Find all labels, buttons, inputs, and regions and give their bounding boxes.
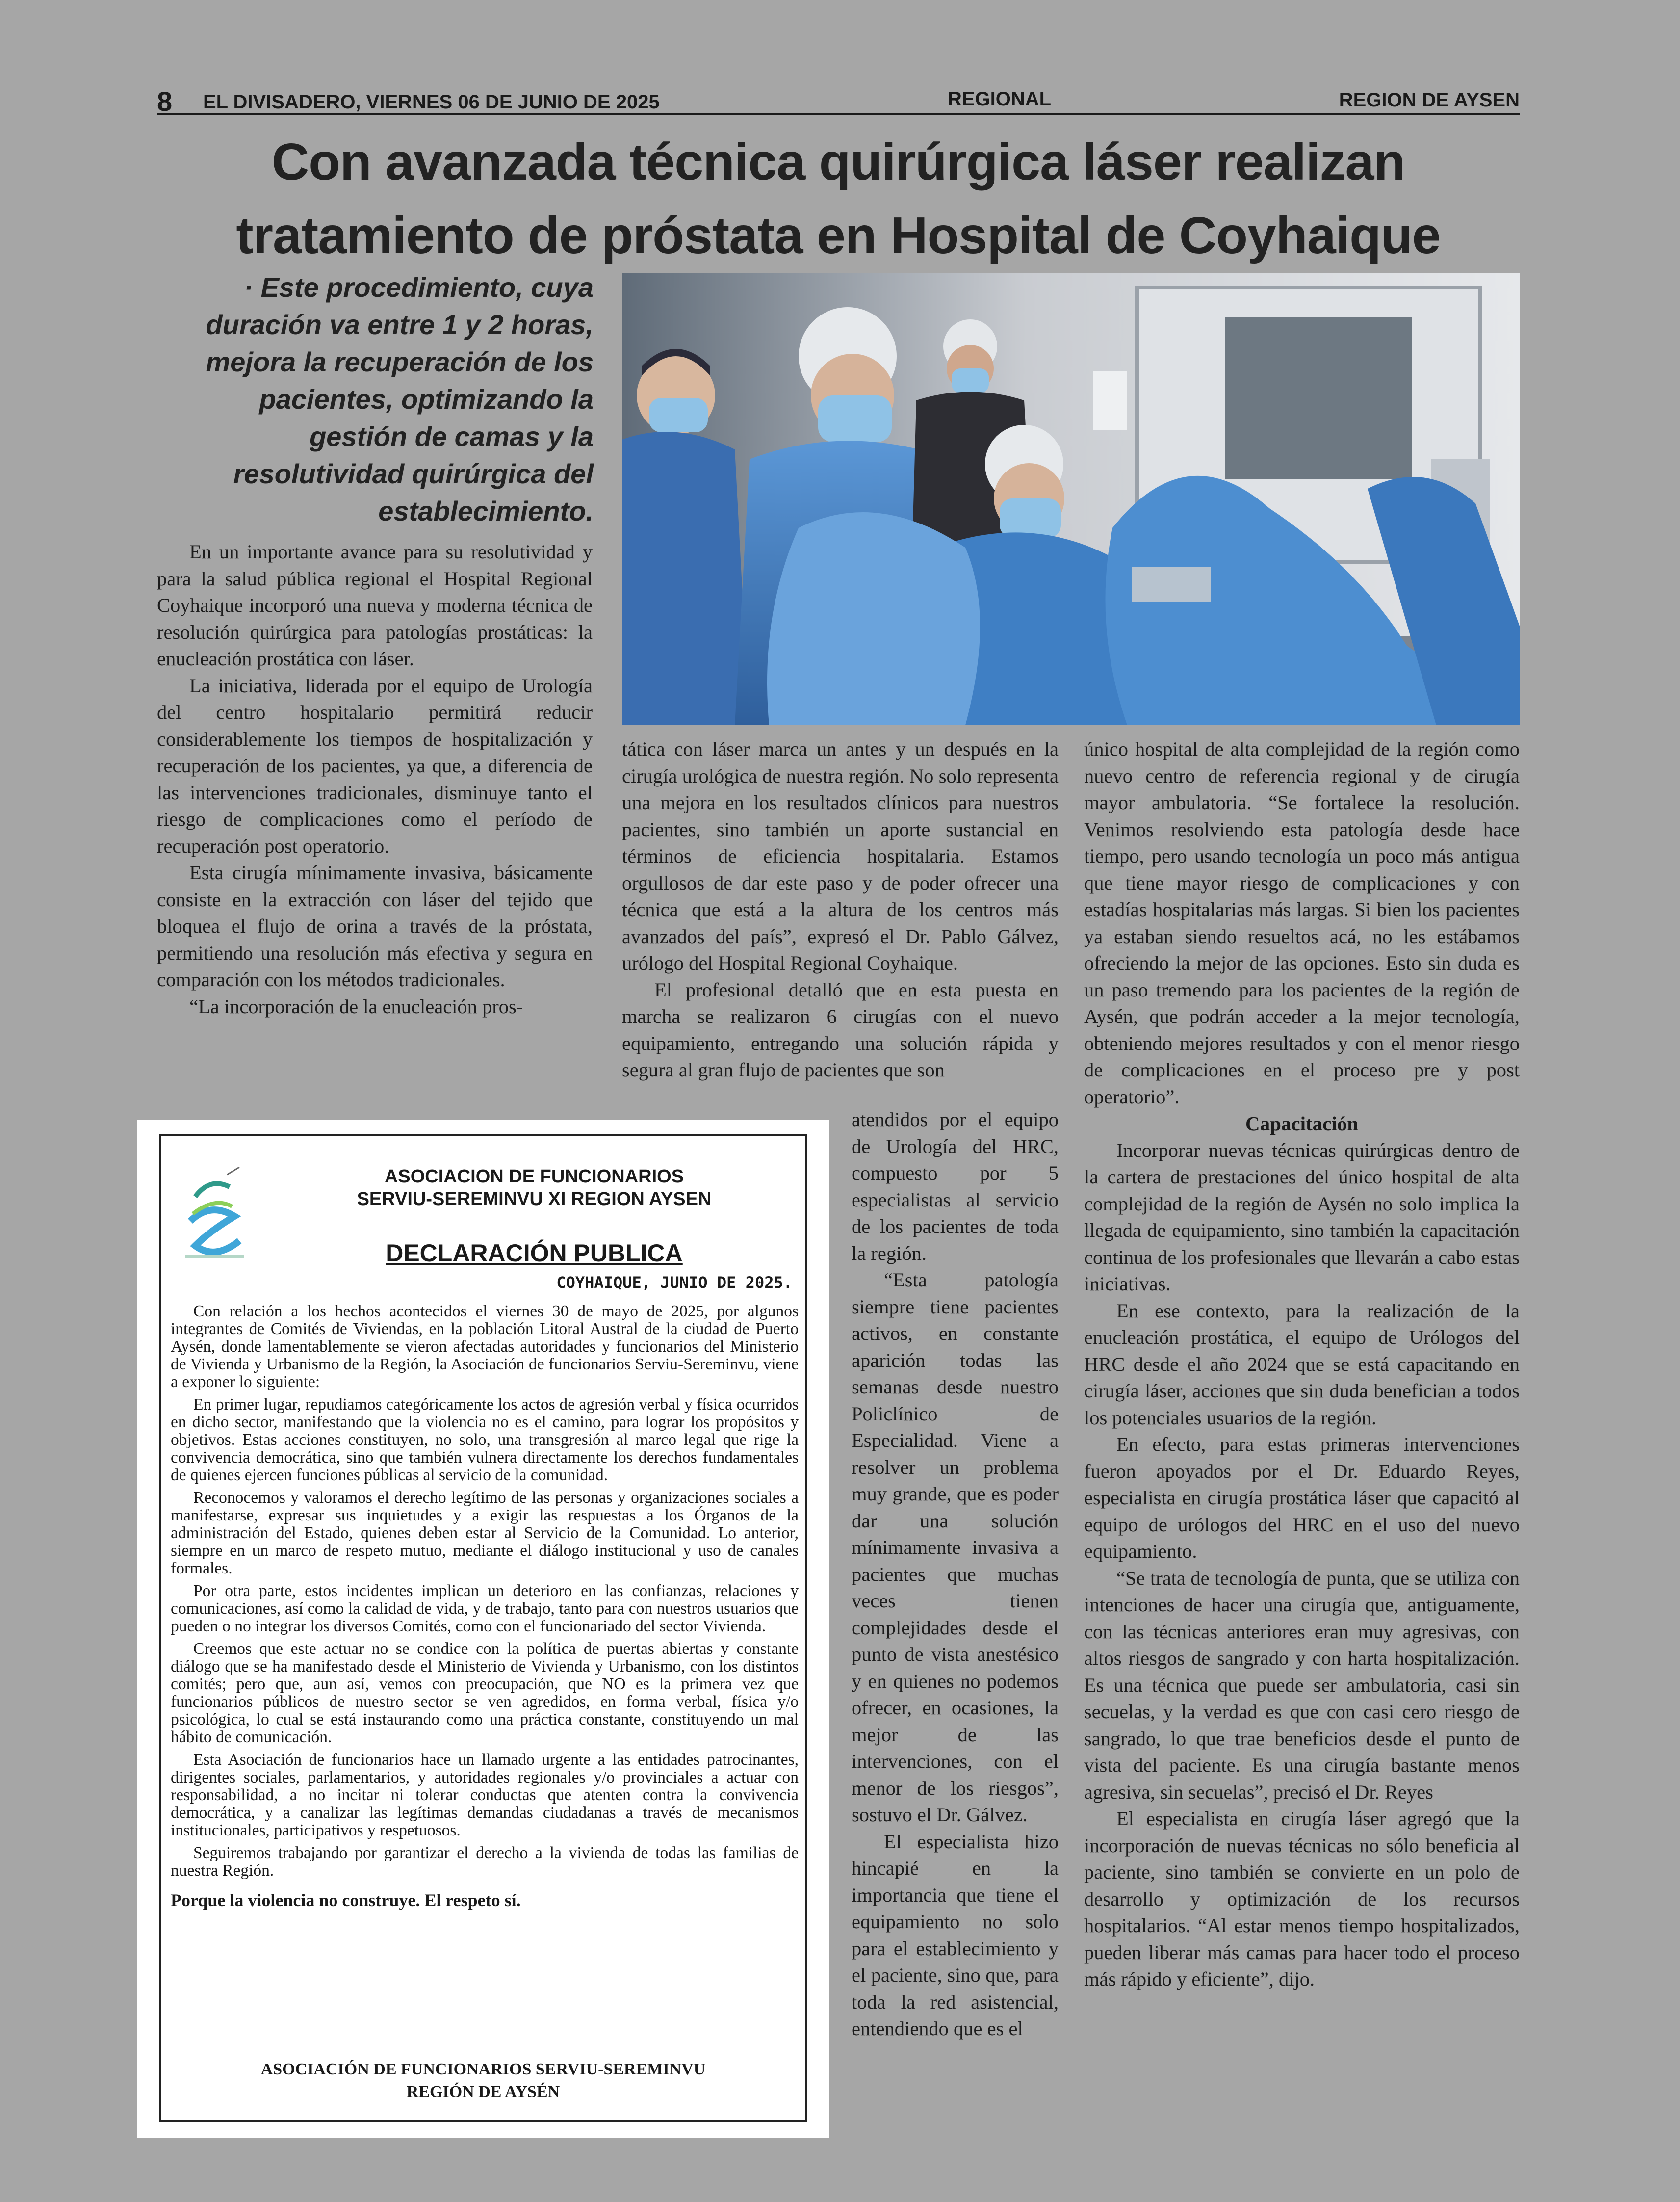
association-title-line-1: ASOCIACION DE FUNCIONARIOS <box>384 1166 684 1187</box>
page-header <box>157 84 1520 115</box>
col3-paragraph: único hospital de alta complejidad de la región como nuevo centro de referencia regional y de cirugía mayor ambulatoria. “Se fortalece la resolución. Venimos resolviendo esta patología desde hace tiempo, pero usando tecnología un poco más antigua que tiene mayor riesgo de complicaciones y con estadías hospitalarias más largas. Si bien los pacientes ya estaban siendo resueltos acá, no les estábamos ofreciendo la mejor de las opciones. Esto sin duda es un paso tremendo para los pacientes de la región de Aysén, que podrán acceder a la mejor tecnología, obteniendo mejores resultados y con el menor riesgo de complicaciones en el proceso pre y post operatorio”. <box>1084 738 1520 1108</box>
publication-date: EL DIVISADERO, VIERNES 06 DE JUNIO DE 2025 <box>203 91 660 113</box>
col2-paragraph: tática con láser marca un antes y un después en la cirugía urológica de nuestra región. No solo representa una mejora en los resultados clínicos para nuestros pacientes, sino también un aporte sustancial en términos de eficiencia hospitalaria. Estamos orgullosos de dar este paso y de poder ofrecer una técnica que está a la altura de los centros más avanzados del país”, expresó el Dr. Pablo Gálvez, urólogo del Hospital Regional Coyhaique. <box>622 738 1059 974</box>
signature-line-1: ASOCIACIÓN DE FUNCIONARIOS SERVIU-SEREMINVU <box>260 2060 706 2078</box>
article-column-3 <box>1084 736 1520 1993</box>
headline-line-1: Con avanzada técnica quirúrgica láser realizan <box>271 133 1405 191</box>
declaration-signature <box>161 2058 805 2103</box>
declaration-date: COYHAIQUE, JUNIO DE 2025. <box>556 1273 793 1292</box>
region-label: REGION DE AYSEN <box>1339 89 1520 111</box>
article-column-2-narrow <box>852 1106 1059 2043</box>
association-title-line-2: SERVIU-SEREMINVU XI REGION AYSEN <box>357 1189 712 1209</box>
col1-paragraph: La iniciativa, liderada por el equipo de Urología del centro hospitalario permitirá reducir considerablemente los tiempos de hospitalización y recuperación de los pacientes, ya que, a diferencia de las intervenciones tradicionales, disminuye tanto el riesgo de complicaciones como el período de recuperación post operatorio. <box>157 674 593 857</box>
article-column-1 <box>157 539 593 1020</box>
declaration-paragraph: Con relación a los hechos acontecidos el viernes 30 de mayo de 2025, por algunos integrantes de Comités de Viviendas, en la población Litoral Austral de la ciudad de Puerto Aysén, donde lamentablemente se vieron afectadas autoridades y funcionarios del Ministerio de Vivienda y Urbanismo de la Región, la Asociación de funcionarios Serviu-Sereminvu, viene a exponer lo siguiente: <box>171 1302 799 1391</box>
declaration-paragraph: Esta Asociación de funcionarios hace un llamado urgente a las entidades patrocinantes, dirigentes sociales, parlamentarios, y autoridades regionales y/o provinciales a actuar con responsabilidad, a no incitar ni tolerar conductas que atenten contra la convivencia democrática, y a canalizar las legítimas demandas ciudadanas a través de mecanismos institucionales, participativos y respetuosos. <box>171 1751 799 1839</box>
declaration-paragraph: Creemos que este actuar no se condice con la política de puertas abiertas y constante diálogo que se ha manifestado desde el Ministerio de Vivienda y Urbanismo, con los distintos comités; pero que, aun así, vemos con preocupación, que NO es la primera vez que funcionarios públicos de nuestro sector se ven agredidos, en forma verbal, física y/o psicológica, lo cual se está instaurando como una práctica constante, constituyendo un mal hábito de comunicación. <box>171 1640 799 1746</box>
article-headline <box>157 125 1520 272</box>
headline-line-2: tratamiento de próstata en Hospital de Coyhaique <box>236 207 1441 264</box>
col2-paragraph: El profesional detalló que en esta puesta en marcha se realizaron 6 cirugías con el nuevo equipamiento, entregando una solución rápida y segura al gran flujo de pacientes que son <box>622 978 1059 1081</box>
declaration-paragraph: Reconocemos y valoramos el derecho legítimo de las personas y organizaciones sociales a manifestarse, expresar sus inquietudes y a exigir las respuestas a los Órganos de la administración del Estado, quienes deben estar al Servicio de la Comunidad. Lo anterior, siempre en un marco de respeto mutuo, mediante el diálogo institucional y uso de canales formales. <box>171 1489 799 1577</box>
declaration-motto: Porque la violencia no construye. El respeto sí. <box>171 1890 521 1910</box>
declaration-paragraph: Por otra parte, estos incidentes implican un deterioro en las confianzas, relaciones y comunicaciones, así como la calidad de vida, y de trabajo, tanto para con nuestros usuarios que pueden o no integrar los diversos Comités, como con el funcionariado del sector Vivienda. <box>171 1582 799 1635</box>
col2b-paragraph: El especialista hizo hincapié en la importancia que tiene el equipamiento no solo para el establecimiento y el paciente, sino que, para toda la red asistencial, entendiendo que es el <box>852 1830 1059 2040</box>
col3-paragraph: Incorporar nuevas técnicas quirúrgicas dentro de la cartera de prestaciones del único hospital de alta complejidad de la región de Aysén no solo implica la llegada de equipamiento, sino también la capacitación continua de los profesionales que llevarán a cabo estas iniciativas. <box>1084 1139 1520 1295</box>
surgery-photo-icon <box>622 273 1520 725</box>
surgery-photo <box>622 273 1520 725</box>
col1-paragraph: “La incorporación de la enucleación pros- <box>189 995 523 1018</box>
col2b-paragraph: “Esta patología siempre tiene pacientes activos, en constante aparición todas las semanas desde nuestro Policlínico de Especialidad. Viene a resolver un problema muy grande, que es poder dar una solución mínimamente invasiva a pacientes que muchas veces tienen complejidades desde el punto de vista anestésico y en quienes no podemos ofrecer, en ocasiones, la mejor de las intervenciones, con el menor de los riesgos”, sostuvo el Dr. Gálvez. <box>852 1269 1059 1826</box>
public-declaration-ad <box>137 1120 829 2138</box>
association-title <box>161 1165 809 1210</box>
col3-paragraph: En ese contexto, para la realización de la enucleación prostática, el equipo de Urólogos del HRC desde el año 2024 que se está capacitando en cirugía láser, acciones que sin duda benefician a todos los potenciales usuarios de la región. <box>1084 1299 1520 1429</box>
declaration-paragraph: En primer lugar, repudiamos categóricamente los actos de agresión verbal y física ocurridos en dicho sector, manifestando que la violencia no es el camino, para lograr los propósitos y objetivos. Estas acciones constituyen, no solo, una transgresión al marco legal que rige la convivencia democrática, sino que también vulnera directamente los derechos fundamentales de quienes ejercen funciones públicas al servicio de la comunidad. <box>171 1395 799 1484</box>
declaration-heading: DECLARACIÓN PUBLICA <box>386 1239 683 1267</box>
section-label: REGIONAL <box>948 88 1052 110</box>
signature-line-2: REGIÓN DE AYSÉN <box>406 2083 560 2101</box>
col3-paragraph: El especialista en cirugía láser agregó que la incorporación de nuevas técnicas no sólo beneficia al paciente, sino también se convierte en un polo de desarrollo y optimización de los recursos hospitalarios. “Al estar menos tiempo hospitalizados, pueden liberar más camas para hacer todo el proceso más rápido y eficiente”, dijo. <box>1084 1808 1520 1990</box>
col1-paragraph: En un importante avance para su resolutividad y para la salud pública regional el Hospital Regional Coyhaique incorporó una nueva y moderna técnica de resolución quirúrgica para patologías prostáticas: la enucleación prostática con láser. <box>157 541 593 670</box>
declaration-paragraph: Seguiremos trabajando por garantizar el derecho a la vivienda de todas las familias de nuestra Región. <box>171 1844 799 1880</box>
subheading: Capacitación <box>1245 1112 1359 1135</box>
col1-paragraph: Esta cirugía mínimamente invasiva, básicamente consiste en la extracción con láser del tejido que bloquea el flujo de orina a través de la próstata, permitiendo una resolución más efectiva y segura en comparación con los métodos tradicionales. <box>157 862 593 991</box>
article-column-2 <box>622 736 1059 1084</box>
declaration-frame <box>159 1134 807 2122</box>
col3-paragraph: En efecto, para estas primeras intervenciones fueron apoyados por el Dr. Eduardo Reyes, especialista en cirugía prostática láser que capacitó al equipo de urólogos del HRC en el uso del nuevo equipamiento. <box>1084 1433 1520 1562</box>
page-number: 8 <box>157 86 173 117</box>
col2b-paragraph: atendidos por el equipo de Urología del HRC, compuesto por 5 especialistas al servicio de los pacientes de toda la región. <box>852 1108 1059 1264</box>
declaration-body <box>171 1303 799 1914</box>
article-deck: · Este procedimiento, cuya duración va entre 1 y 2 horas, mejora la recuperación de los pacientes, optimizando la gestión de camas y la resolutividad quirúrgica del establecimiento. <box>206 272 594 526</box>
col3-paragraph: “Se trata de tecnología de punta, que se utiliza con intenciones de hacer una cirugía que, antiguamente, con las técnicas anteriores eran muy agresivas, con altos riesgos de sangrado y con harta hospitalización. Es una técnica que puede ser ambulatoria, casi sin secuelas, y la verdad es que con casi cero riesgo de sangrado, lo que trae beneficios desde el punto de vista del paciente. Es una cirugía bastante menos agresiva, sin secuelas”, precisó el Dr. Reyes <box>1084 1567 1520 1803</box>
